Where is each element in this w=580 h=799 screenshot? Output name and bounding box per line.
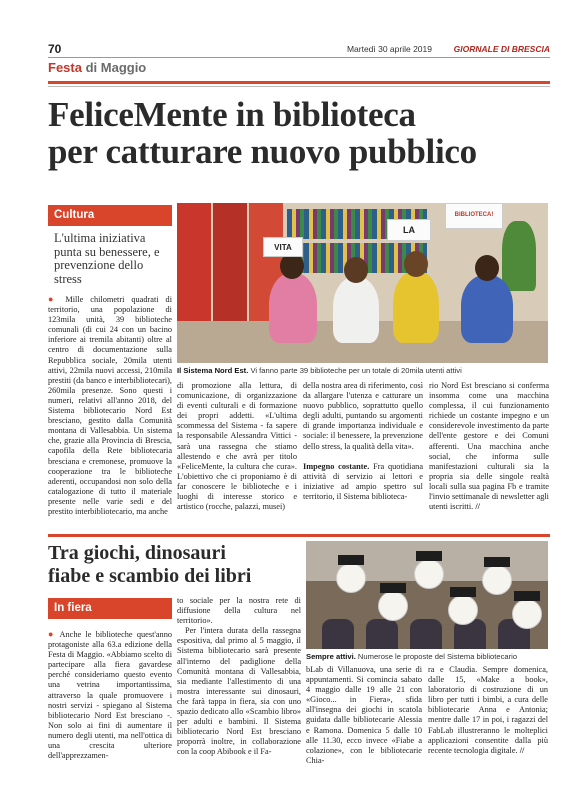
article2-caption-text: Numerose le proposte del Sistema bibliotecario: [355, 652, 518, 661]
section-rule-red: [48, 81, 550, 84]
photo-plant: [502, 221, 536, 291]
snowman-mask-icon: [482, 565, 512, 595]
article1-column-3-lead: Impegno costante.: [303, 461, 370, 471]
photo-child: [366, 619, 398, 649]
section-title: [48, 60, 146, 75]
top-hat-icon: [450, 587, 476, 597]
section-rule-grey: [48, 86, 550, 87]
article2-column-2-text-b: Per l'intera durata della rassegna espositiva, dal primo al 5 maggio, il Sistema bibliotecario sarà presente all'interno del padiglione della Comunità montana di Vallesabbia, sia mediante l'allestimento di una mostra interessante sui dinosauri, che farà tappa in fiera, sia con uno spazio dedicato allo «Scambio libro» per adulti e bambini. Il Sistema bibliotecario Nord Est bresciano proporrà inoltre, in collaborazione con la coop Abibook e il Fa-: [177, 626, 301, 757]
photo-shelf: [213, 203, 247, 321]
article2-headline: [48, 542, 302, 587]
article1-headline-line2: per catturare nuovo pubblico: [48, 132, 477, 171]
top-hat-icon: [484, 557, 510, 567]
article1-end-mark: //: [475, 502, 480, 512]
photo-child-head: [404, 251, 428, 277]
bullet-icon: ●: [48, 294, 59, 304]
newspaper-name: GIORNALE DI BRESCIA: [453, 44, 550, 54]
article2-photo-caption: [306, 652, 548, 661]
photo-child-head: [475, 255, 499, 281]
article2-end-mark: //: [519, 745, 525, 755]
photo-child: [322, 619, 354, 649]
page-number: 70: [48, 42, 62, 56]
article1-column-3-text-b: Fra quotidiana attività di servizio ai lettori e iniziative ad ampio spettro sul territorio, il Sistema biblioteca-: [303, 461, 424, 502]
article2-column-1: [48, 629, 172, 761]
snowman-mask-icon: [378, 591, 408, 621]
article2-column-4-text: ra e Claudia. Sempre domenica, dalle 15, «Make a book», laboratorio di costruzione di un libro per tutti i bimbi, a cura delle bibliotecarie Anna e Antonia; mentre dalle 17 in poi, i ragazzi del FabLab illustreranno le molteplici applicazioni consentite dalla più recente tecnologia digitale.: [428, 665, 548, 755]
article2-column-2-text-a: to sociale per la nostra rete di diffusione della cultura nel territorio».: [177, 596, 301, 626]
issue-date: Martedì 30 aprile 2019: [346, 44, 432, 54]
article2-column-2: [177, 596, 301, 758]
article1-column-2: di promozione alla lettura, di comunicazione, di organizzazione di eventi culturali e di formazione dei propri addetti. «L'ultima scommessa del Sistema - fa sapere la responsabile Alessandra Vittici - sarà una rassegna che stiamo allestendo e che avrà per titolo «FeliceMente, la cultura che cura». L'obiettivo che ci proponiamo è di far conoscere le biblioteche e i luoghi di interesse storico e artistico (rocche, palazzi, musei): [177, 381, 297, 512]
photo-child: [269, 273, 317, 343]
article1-column-1-text: Mille chilometri quadrati di territorio, una popolazione di 123mila unità, 39 biblioteche comunali (di cui 24 con un bacino inferiore ai tremila abitanti) oltre al centro di documentazione sulla Repubblica sociale, 20mila utenti attivi, 22mila nuovi accessi, 210mila prestiti (da banco e interbibliotecari), 260mila presenze. Sono questi i numeri, relativi all'anno 2018, del Sistema bibliotecario Nord Est bresciano, gestito dalla Comunità montana di Vallesabbia. Un sistema che, grazie alla Provincia di Brescia, capofila della Rete bibliotecaria bresciana e cremonese, promuove la cooperazione tra le biblioteche aderenti, occupandosi non solo della catalogazione di tutto il materiale presente nelle varie sedi e del prestito interbibliotecario, ma anche: [48, 295, 173, 516]
article2-column-1-text: Anche le biblioteche quest'anno protagoniste alla 63.a edizione della Festa di Maggio. «Abbiamo scelto di partecipare alla fiera gavardese perché consideriamo questo evento una vetrina importantissima, attraverso la quale promuovere i nostri servizi - spiegano al Sistema bibliotecario Nord Est bresciano -. Non solo ai fini di aumentare il numero degli utenti, ma nell'ottica di una crescita ulteriore dell'apprezzamen-: [48, 630, 172, 761]
header-rule: [48, 57, 550, 58]
article1-photo-caption: [177, 366, 548, 375]
article2-headline-line1: Tra giochi, dinosauri: [48, 542, 226, 564]
article1-column-3: [303, 381, 423, 502]
article1-column-1: [48, 294, 172, 517]
article2-column-4: [428, 665, 548, 756]
article2-category-tag: In fiera: [48, 598, 172, 619]
top-hat-icon: [416, 551, 442, 561]
bullet-icon: ●: [48, 629, 56, 639]
photo-sign-1: VITA: [263, 237, 303, 257]
article2-headline-line2: fiabe e scambio dei libri: [48, 564, 252, 587]
section-title-part1: Festa: [48, 60, 82, 75]
article1-column-4-text: rio Nord Est bresciano si conferma insomma come una macchina complessa, il cui funzionamento richiede un costante impegno e un considerevole investimento da parte dell'ente gestore e dei Comuni afferenti. Una macchina anche social, che informa sulle manifestazioni culturali sia la propria sia delle singole realtà locali sulla sua pagina Fb e tramite l'invio settimanale di newsletter agli utenti iscritti.: [429, 381, 549, 512]
snowman-mask-icon: [336, 563, 366, 593]
top-hat-icon: [338, 555, 364, 565]
article2-column-3: bLab di Villanuova, una serie di appuntamenti. Si comincia sabato 4 maggio dalle 19 alle 21 con «Gioco... in Fiera», sfida all'insegna dei giochi in scatola guidata dalle bibliotecarie Alessia e Ramona. Domenica 5 dalle 10 alle 11.30, ecco invece «Fiabe a colazione», con le bibliotecarie Chia-: [306, 665, 422, 765]
article1-photo: [177, 203, 548, 363]
photo-child: [393, 271, 439, 343]
photo-sign-3: BIBLIOTECA!: [445, 203, 503, 229]
article2-caption-lead: Sempre attivi.: [306, 652, 356, 661]
article1-subhead: L'ultima iniziativa punta su benessere, e prevenzione dello stress: [54, 231, 160, 286]
article2-photo: [306, 541, 548, 649]
article1-caption-text: Vi fanno parte 39 biblioteche per un totale di 20mila utenti attivi: [248, 366, 462, 375]
photo-shelf: [177, 203, 211, 321]
article2-rule: [48, 534, 550, 537]
snowman-mask-icon: [414, 559, 444, 589]
article1-category-tag: Cultura: [48, 205, 172, 226]
article1-column-3-text-a: della nostra area di riferimento, così da allargare l'utenza e catturare un nuovo pubblico, soprattutto quello degli adulti, puntando su argomenti di grande importanza individuale e sociale: il benessere, la prevenzione dello stress, la qualità della vita».: [303, 381, 423, 451]
photo-sign-2: LA: [387, 219, 431, 241]
photo-child: [333, 277, 379, 343]
top-hat-icon: [380, 583, 406, 593]
snowman-mask-icon: [512, 599, 542, 629]
article1-headline-line1: FeliceMente in biblioteca: [48, 95, 416, 134]
article1-column-4: [429, 381, 549, 512]
snowman-mask-icon: [448, 595, 478, 625]
photo-child-head: [344, 257, 368, 283]
section-title-part2: di Maggio: [85, 60, 147, 75]
article1-headline: [48, 96, 558, 170]
photo-child: [461, 275, 513, 343]
photo-child: [410, 619, 442, 649]
top-hat-icon: [514, 591, 540, 601]
article1-caption-lead: Il Sistema Nord Est.: [177, 366, 249, 375]
